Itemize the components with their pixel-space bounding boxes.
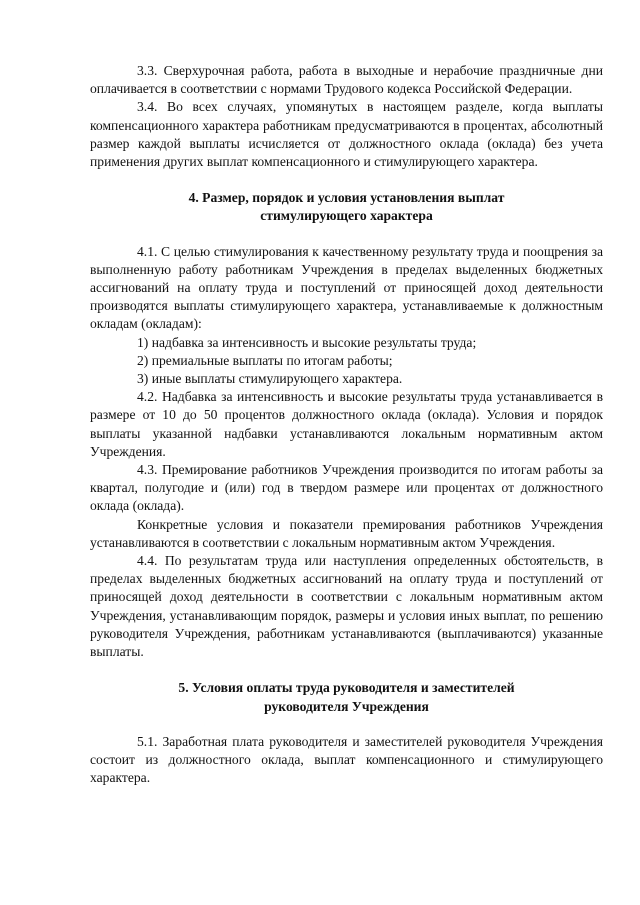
spacer: [90, 716, 603, 733]
paragraph-4-3: 4.3. Премирование работников Учреждения производится по итогам работы за квартал, полугодие и (или) год в твердом размере или процентах от должностного оклада (оклада).: [90, 462, 603, 514]
paragraph-4-2: 4.2. Надбавка за интенсивность и высокие результаты труда устанавливается в размере от 10 до 50 процентов должностного оклада (оклада). Условия и порядок выплаты указанной надбавки устанавливаются локальным нормативным актом Учреждения.: [90, 389, 603, 459]
paragraph-5-1: 5.1. Заработная плата руководителя и заместителей руководителя Учреждения состоит из должностного оклада, выплат компенсационного и стимулирующего характера.: [90, 733, 603, 786]
document-page: [90, 62, 603, 787]
paragraph-4-1: 4.1. С целью стимулирования к качественному результату труда и поощрения за выполненную работу работникам Учреждения в пределах выделенных бюджетных ассигнований на оплату труда и поступлений от приносящей доход деятельности производятся выплаты стимулирующего характера, устанавливаемые к должностным окладам (окладам):: [90, 243, 603, 332]
spacer: [90, 661, 603, 679]
paragraph-4-4: 4.4. По результатам труда или наступления определенных обстоятельств, в пределах выделенных бюджетных ассигнований на оплату труда и поступлений от приносящей доход деятельности в соответствии с локальным нормативным актом Учреждения, устанавливающим порядок, размеры и условия иных выплат, по решению руководителя Учреждения, работникам устанавливаются (выплачиваются) указанные выплаты.: [90, 553, 603, 660]
section-5-heading-line-1: 5. Условия оплаты труда руководителя и заместителей: [178, 680, 515, 696]
spacer: [90, 226, 603, 243]
section-5-heading-line-2: руководителя Учреждения: [264, 698, 429, 714]
section-4-heading-line-2: стимулирующего характера: [260, 208, 433, 224]
list-item-3: 3) иные выплаты стимулирующего характера.: [137, 371, 403, 387]
list-item-2: 2) премиальные выплаты по итогам работы;: [137, 352, 393, 368]
spacer: [90, 171, 603, 189]
paragraph-4-3-conditions: Конкретные условия и показатели премирования работников Учреждения устанавливаются в соответствии с локальным нормативным актом Учреждения.: [90, 516, 603, 550]
paragraph-3-4: 3.4. Во всех случаях, упомянутых в настоящем разделе, когда выплаты компенсационного характера работникам предусматриваются в процентах, абсолютный размер каждой выплаты исчисляется от должностного оклада (оклада) без учета применения других выплат компенсационного и стимулирующего характера.: [90, 99, 603, 170]
paragraph-3-3: 3.3. Сверхурочная работа, работа в выходные и нерабочие праздничные дни оплачивается в соответствии с нормами Трудового кодекса Российской Федерации.: [90, 63, 603, 97]
section-4-heading-line-1: 4. Размер, порядок и условия установления выплат: [188, 190, 505, 206]
list-item-1: 1) надбавка за интенсивность и высокие результаты труда;: [137, 334, 477, 350]
section-5-heading: [90, 679, 603, 715]
section-4-heading: [90, 189, 603, 225]
